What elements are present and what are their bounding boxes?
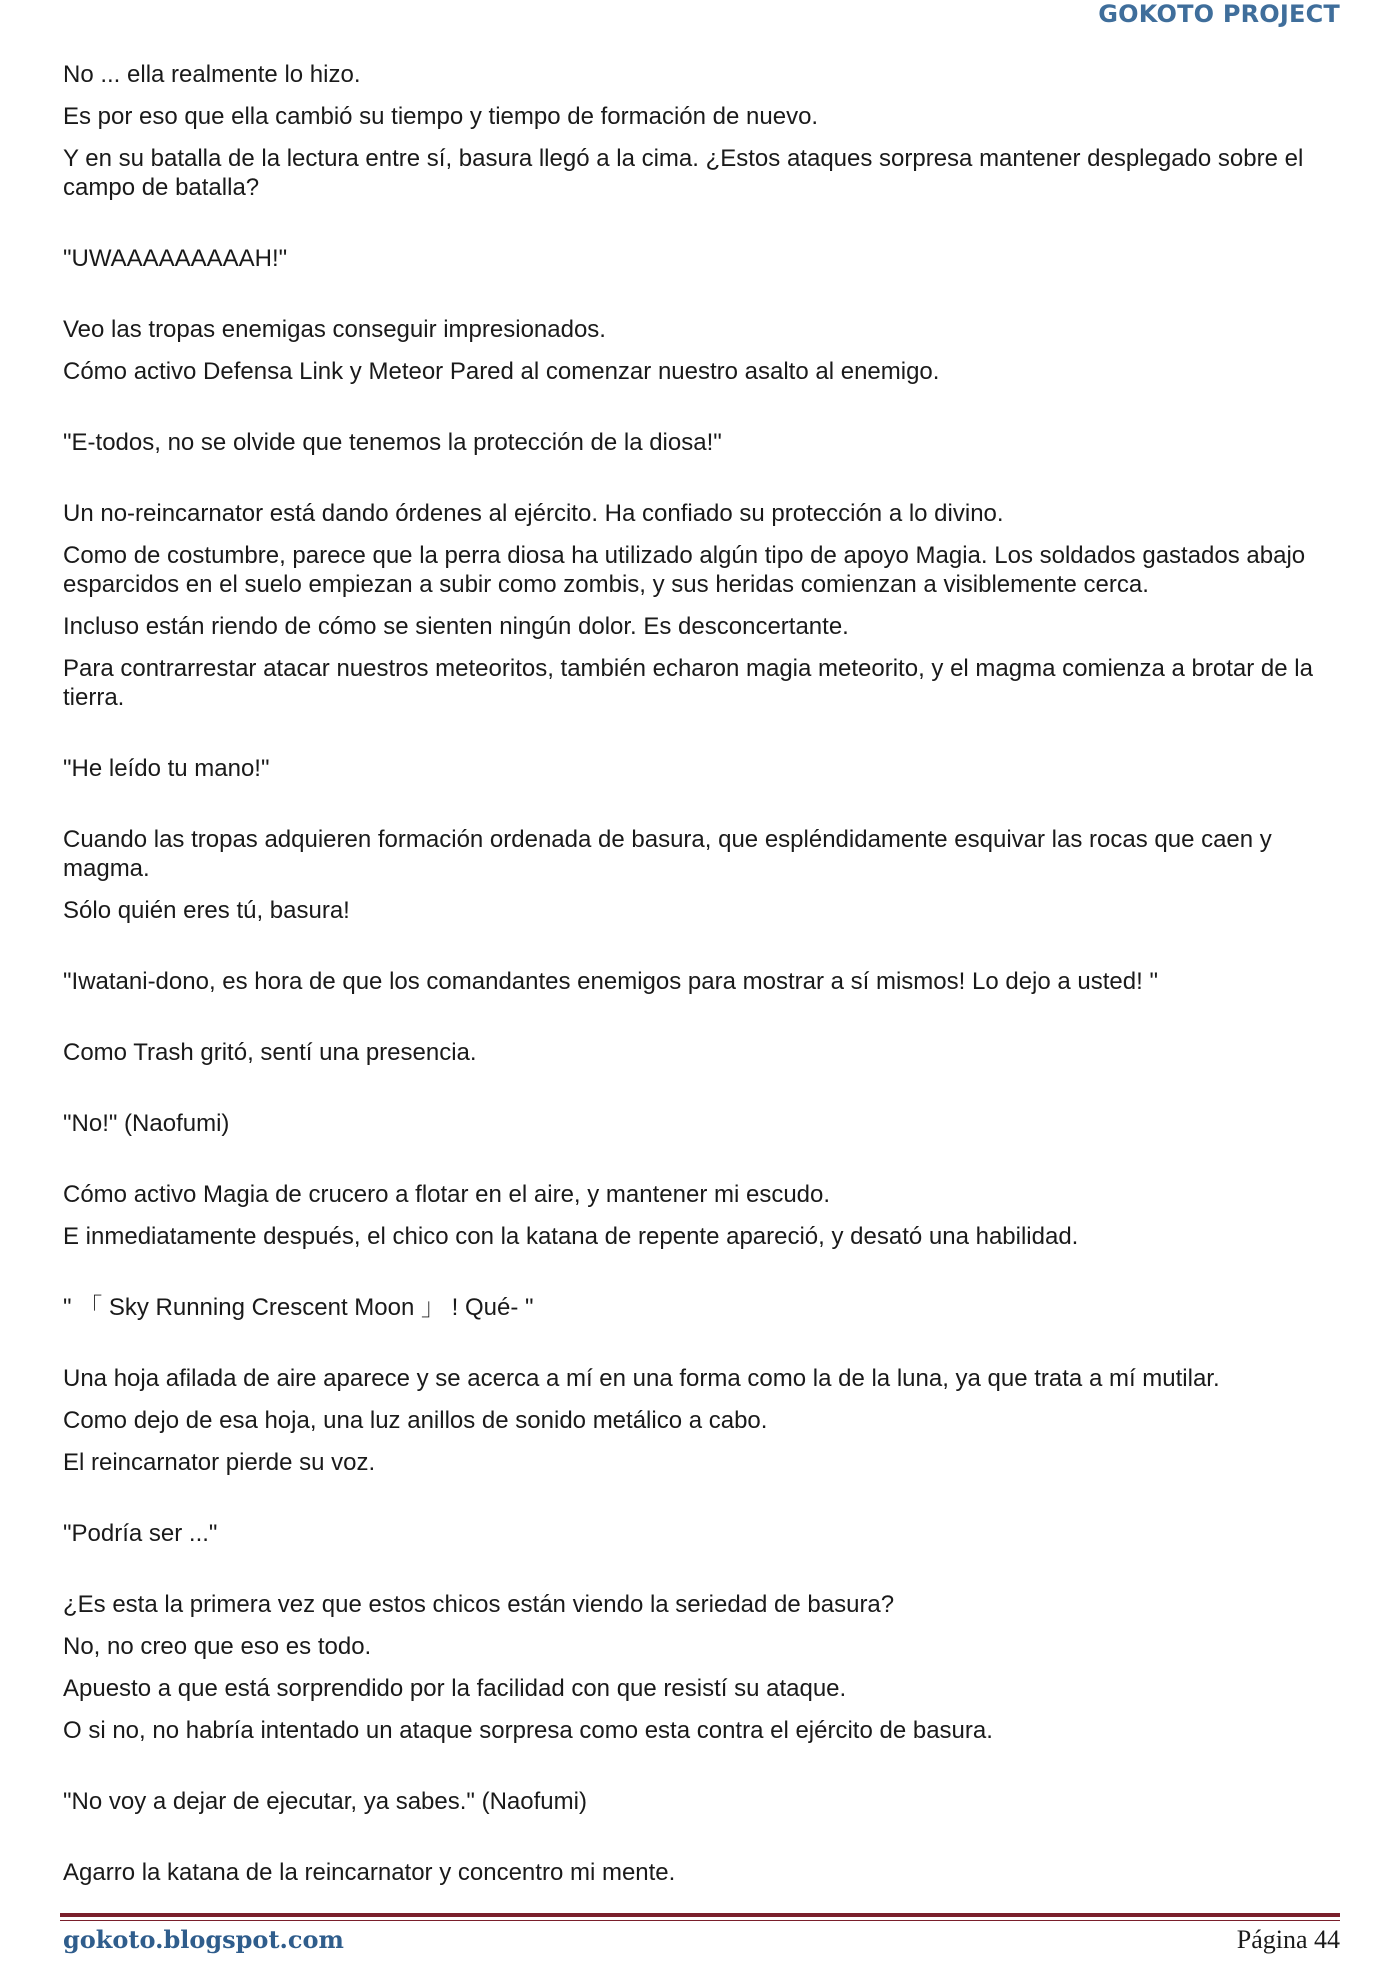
paragraph: Para contrarrestar atacar nuestros meteoritos, también echaron magia meteorito, y el magma comienza a brotar de la tierra. [63, 655, 1313, 711]
paragraph: No ... ella realmente lo hizo. [63, 61, 361, 88]
paragraph: ¿Es esta la primera vez que estos chicos están viendo la seriedad de basura? [63, 1591, 895, 1618]
paragraph: No, no creo que eso es todo. [63, 1633, 372, 1660]
paragraph: "Iwatani-dono, es hora de que los comandantes enemigos para mostrar a sí mismos! Lo dejo a usted! " [63, 968, 1158, 995]
paragraph: El reincarnator pierde su voz. [63, 1449, 376, 1476]
paragraph: O si no, no habría intentado un ataque sorpresa como esta contra el ejército de basura. [63, 1717, 993, 1744]
paragraph: Es por eso que ella cambió su tiempo y tiempo de formación de nuevo. [63, 103, 819, 130]
paragraph: "Podría ser ..." [63, 1520, 218, 1547]
paragraph: Incluso están riendo de cómo se sienten ningún dolor. Es desconcertante. [63, 613, 849, 640]
paragraph: "No!" (Naofumi) [63, 1110, 230, 1137]
paragraph: E inmediatamente después, el chico con la katana de repente apareció, y desató una habilidad. [63, 1223, 1079, 1250]
paragraph: "No voy a dejar de ejecutar, ya sabes." (Naofumi) [63, 1788, 587, 1815]
paragraph: "He leído tu mano!" [63, 755, 270, 782]
paragraph: Como dejo de esa hoja, una luz anillos de sonido metálico a cabo. [63, 1407, 768, 1434]
header-brand: GOKOTO PROJECT [1098, 0, 1340, 28]
paragraph: Veo las tropas enemigas conseguir impresionados. [63, 316, 606, 343]
page-number: Página 44 [1236, 1925, 1340, 1954]
footer-site-link[interactable]: gokoto.blogspot.com [63, 1925, 344, 1954]
paragraph: Cómo activo Magia de crucero a flotar en el aire, y mantener mi escudo. [63, 1181, 831, 1208]
paragraph: Como Trash gritó, sentí una presencia. [63, 1039, 477, 1066]
paragraph: Cómo activo Defensa Link y Meteor Pared al comenzar nuestro asalto al enemigo. [63, 358, 940, 385]
paragraph: Sólo quién eres tú, basura! [63, 897, 350, 924]
paragraph: Apuesto a que está sorprendido por la facilidad con que resistí su ataque. [63, 1675, 847, 1702]
paragraph: Un no-reincarnator está dando órdenes al ejército. Ha confiado su protección a lo divino. [63, 500, 1004, 527]
paragraph: Como de costumbre, parece que la perra diosa ha utilizado algún tipo de apoyo Magia. Los soldados gastados abajo esparcidos en el suelo empiezan a subir como zombis, y sus heridas comienzan a visiblemente cerca. [63, 542, 1306, 598]
paragraph: Cuando las tropas adquieren formación ordenada de basura, que espléndidamente esquivar las rocas que caen y magma. [63, 826, 1272, 882]
footer-rule-thick [60, 1913, 1340, 1917]
paragraph: Y en su batalla de la lectura entre sí, basura llegó a la cima. ¿Estos ataques sorpresa mantener desplegado sobre el campo de batalla? [63, 145, 1304, 201]
paragraph: "UWAAAAAAAAAH!" [63, 245, 288, 272]
paragraph: "E-todos, no se olvide que tenemos la protección de la diosa!" [63, 429, 722, 456]
paragraph: Agarro la katana de la reincarnator y concentro mi mente. [63, 1859, 676, 1886]
document-body [63, 60, 1338, 1887]
paragraph: " 「 Sky Running Crescent Moon 」 ! Qué- " [63, 1294, 534, 1321]
paragraph: Una hoja afilada de aire aparece y se acerca a mí en una forma como la de la luna, ya que trata a mí mutilar. [63, 1365, 1220, 1392]
footer-rule-thin [60, 1920, 1340, 1921]
